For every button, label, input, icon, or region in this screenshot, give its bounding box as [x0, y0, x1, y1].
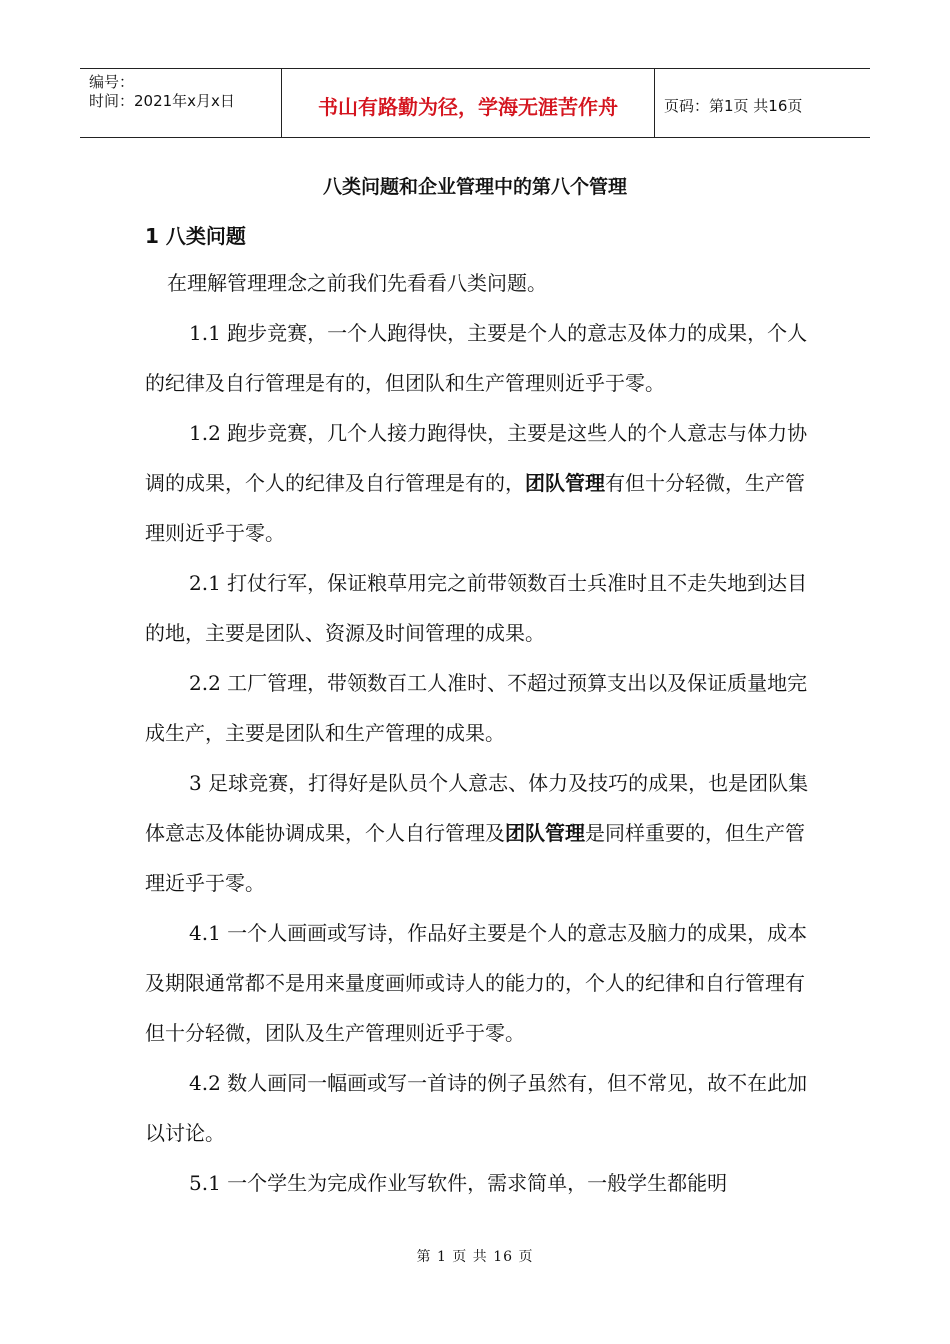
paragraph-1-1: 1.1 跑步竞赛，一个人跑得快，主要是个人的意志及体力的成果，个人的纪律及自行管理是有的，但团队和生产管理则近乎于零。	[145, 321, 808, 395]
paragraph-2-1: 2.1 打仗行军，保证粮草用完之前带领数百士兵准时且不走失地到达目的地，主要是团队、资源及时间管理的成果。	[145, 571, 808, 645]
header-meta-cell	[80, 69, 282, 137]
paragraph-3	[145, 758, 810, 908]
paragraph-1-2-bold: 团队管理	[525, 471, 605, 495]
document-body	[145, 258, 810, 1208]
section-heading: 1 八类问题	[145, 224, 246, 248]
paragraph-1-2-text-a: 1.2 跑步竞赛，几个人接力跑得快，主要是这些人的个人意志与体力协调的成果，个人的纪律及自行管理是有的，	[145, 421, 808, 495]
header-motto: 书山有路勤为径，学海无涯苦作舟	[282, 69, 655, 137]
paragraph-2-2: 2.2 工厂管理，带领数百工人准时、不超过预算支出以及保证质量地完成生产，主要是团队和生产管理的成果。	[145, 671, 808, 745]
paragraph-3-text-b: 是同样重要的，但生产管理近乎于零。	[145, 821, 805, 895]
paragraph-3-text-a: 3 足球竞赛，打得好是队员个人意志、体力及技巧的成果，也是团队集体意志及体能协调成果，个人自行管理及	[145, 771, 809, 845]
document-number-label: 编号：	[89, 73, 135, 91]
document-time-label: 时间：2021年x月x日	[89, 92, 235, 110]
document-header-table	[80, 68, 870, 138]
paragraph-intro: 在理解管理理念之前我们先看看八类问题。	[167, 271, 547, 295]
paragraph-3-bold: 团队管理	[505, 821, 585, 845]
header-page-info: 页码：第1页 共16页	[664, 96, 803, 115]
paragraph-5-1: 5.1 一个学生为完成作业写软件，需求简单，一般学生都能明	[189, 1171, 728, 1195]
paragraph-1-2-text-b: 有但十分轻微，生产管理则近乎于零。	[145, 471, 805, 545]
paragraph-4-1: 4.1 一个人画画或写诗，作品好主要是个人的意志及脑力的成果，成本及期限通常都不是用来量度画师或诗人的能力的，个人的纪律和自行管理有但十分轻微，团队及生产管理则近乎于零。	[145, 921, 808, 1045]
paragraph-4-2: 4.2 数人画同一幅画或写一首诗的例子虽然有，但不常见，故不在此加以讨论。	[145, 1071, 808, 1145]
document-title: 八类问题和企业管理中的第八个管理	[322, 176, 627, 198]
page-footer: 第 1 页 共 16 页	[416, 1249, 534, 1265]
paragraph-1-2	[145, 408, 810, 558]
